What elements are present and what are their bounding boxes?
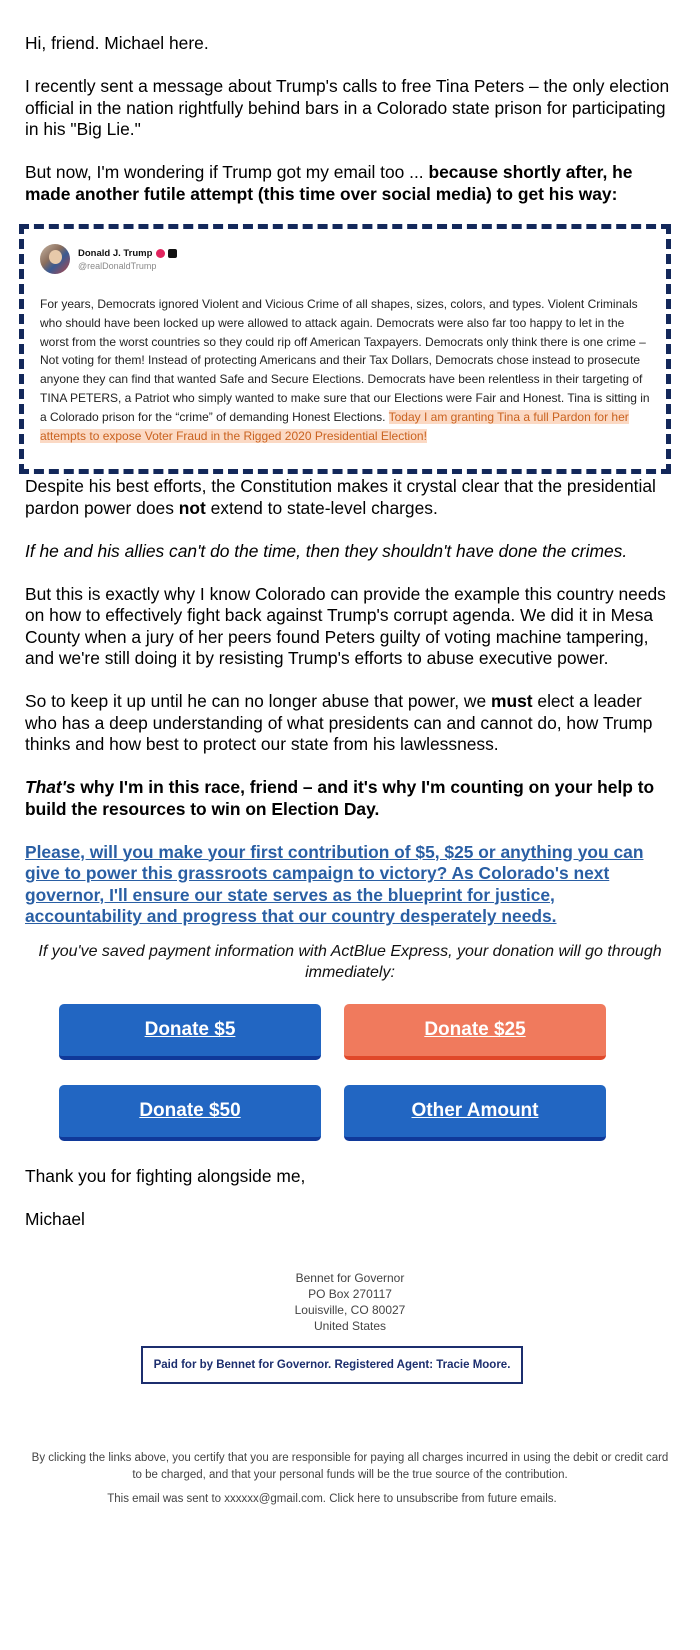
tweet-text xyxy=(40,295,650,445)
donate-25-button[interactable]: Donate $25 xyxy=(344,1004,606,1060)
donate-50-button[interactable]: Donate $50 xyxy=(59,1085,321,1141)
other-amount-button[interactable]: Other Amount xyxy=(344,1085,606,1141)
body-paragraph-5 xyxy=(25,777,675,820)
greeting: Hi, friend. Michael here. xyxy=(25,33,209,53)
tweet-body: For years, Democrats ignored Violent and Vicious Crime of all shapes, sizes, colors, and types. Violent Criminals who should have been locked up were allowed to attack again. Democrats were also far too happy to let in the worst from the worst countries so they could rip off American Taxpayers. Democrats only think there is one crime – Not voting for them! Instead of protecting Americans and their Tax Dollars, Democrats chose instead to prosecute anyone they can find that wanted Safe and Secure Elections. Democrats have been relentless in their targeting of TINA PETERS, a Patriot who simply wanted to make sure that our Elections were Fair and Honest. Tina is sitting in a Colorado prison for the “crime” of demanding Honest Elections. xyxy=(40,297,650,424)
tweet-header xyxy=(40,243,650,275)
p5-bold: why I'm in this race, friend – and it's why I'm counting on your help to build the resources to win on Election Day. xyxy=(25,777,655,819)
paid-for-disclaimer: Paid for by Bennet for Governor. Registered Agent: Tracie Moore. xyxy=(141,1346,523,1384)
donate-cta-link[interactable]: Please, will you make your first contribution of $5, $25 or anything you can give to power this grassroots campaign to victory? As Colorado's next governor, I'll ensure our state serves as the blueprint for justice, accountability and progress that our country desperately needs. xyxy=(25,841,644,926)
p1-bold: not xyxy=(178,497,206,518)
avatar xyxy=(40,244,70,274)
contribution-disclaimer: By clicking the links above, you certify that you are responsible for paying all charges incurred in using the debit or credit card to be charged, and that your personal funds will be the true source of the contribution. xyxy=(31,1452,669,1481)
body-paragraph-3: But this is exactly why I know Colorado can provide the example this country needs on how to effectively fight back against Trump's corrupt agenda. We did it in Mesa County when a jury of her peers found Peters guilty of voting machine tampering, and we're still doing it by resisting Trump's efforts to abuse executive power. xyxy=(25,583,666,668)
p4-bold: must xyxy=(491,691,533,711)
tweet-author xyxy=(78,248,177,259)
tweet-embed xyxy=(19,224,671,474)
intro-paragraph-2 xyxy=(25,162,675,205)
signoff-thanks: Thank you for fighting alongside me, xyxy=(25,1166,306,1186)
footer-org: Bennet for Governor xyxy=(295,1271,405,1285)
body-paragraph-2: If he and his allies can't do the time, then they shouldn't have done the crimes. xyxy=(25,540,628,561)
tweet-highlight: Today I am granting Tina a full Pardon for her attempts to expose Voter Fraud in the Rigged 2020 Presidential Election! xyxy=(40,409,629,443)
verified-badge-icon xyxy=(156,249,165,258)
tweet-handle: @realDonaldTrump xyxy=(78,260,157,271)
footer-country: United States xyxy=(313,1319,387,1333)
unsubscribe-line[interactable]: This email was sent to xxxxxx@gmail.com. Click here to unsubscribe from future emails. xyxy=(107,1493,557,1505)
actblue-express-note: If you've saved payment information with ActBlue Express, your donation will go through immediately: xyxy=(38,943,662,981)
p4-text: So to keep it up until he can no longer abuse that power, we xyxy=(25,691,491,711)
intro-paragraph: I recently sent a message about Trump's calls to free Tina Peters – the only election official in the nation rightfully behind bars in a Colorado state prison for participating in his "Big Lie." xyxy=(25,76,670,139)
footer-po-box: PO Box 270117 xyxy=(308,1287,392,1301)
p1-text: Despite his best efforts, the Constitution makes it crystal clear that the presidential pardon power does xyxy=(25,476,656,518)
footer-city: Louisville, CO 80027 xyxy=(294,1303,406,1317)
donate-5-button[interactable]: Donate $5 xyxy=(59,1004,321,1060)
cta-paragraph xyxy=(25,842,675,928)
tweet-author-name: Donald J. Trump xyxy=(78,247,153,259)
intro-text: But now, I'm wondering if Trump got my email too ... xyxy=(25,162,429,182)
body-paragraph-1 xyxy=(25,476,675,519)
footer-address xyxy=(0,1270,700,1334)
intro-bold-text: because shortly after, he made another futile attempt (this time over social media) to get his way: xyxy=(25,162,633,204)
body-paragraph-4 xyxy=(25,691,675,756)
email-content xyxy=(25,33,675,205)
affiliation-icon xyxy=(168,249,177,258)
signoff xyxy=(25,1166,675,1231)
email-body xyxy=(25,476,675,928)
signoff-name: Michael xyxy=(25,1209,85,1229)
p5-italic: That's xyxy=(25,777,76,797)
p1-end: extend to state-level charges. xyxy=(205,497,438,518)
p4-end: elect a leader who has a deep understanding of what presidents can and cannot do, how Trump thinks and how best to protect our state from his lawlessness. xyxy=(25,691,653,754)
